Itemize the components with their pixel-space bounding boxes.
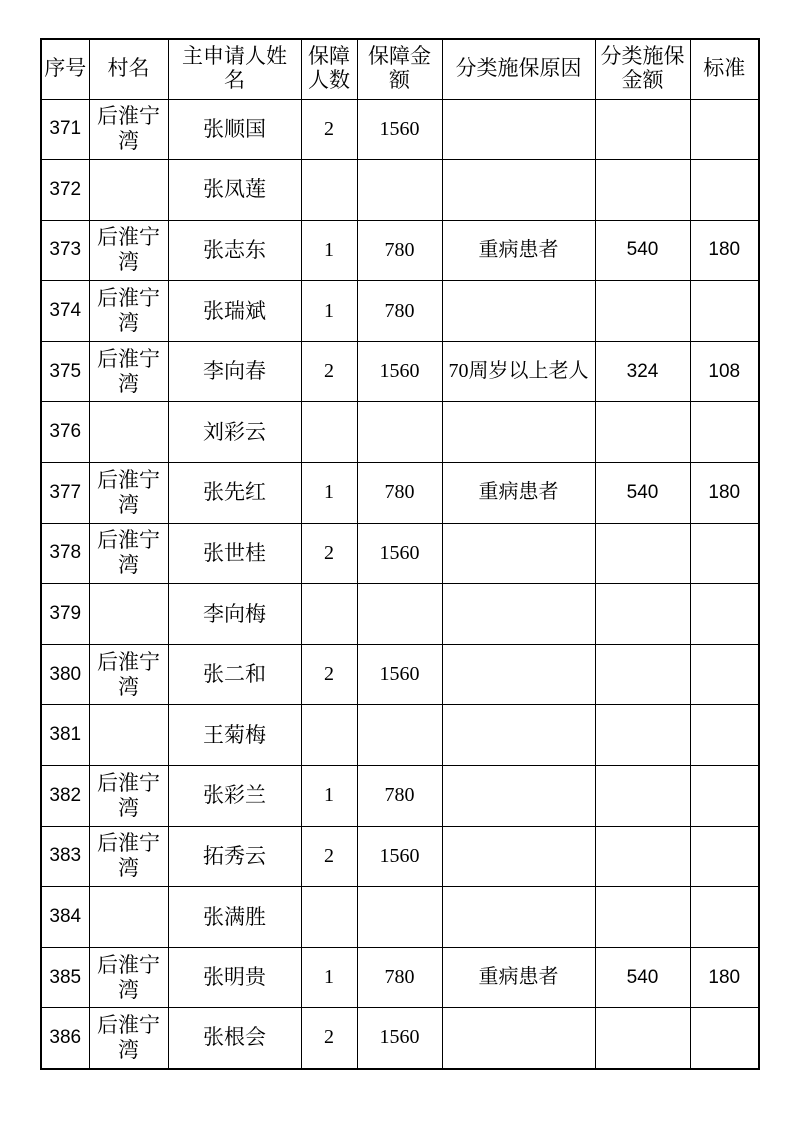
- count-cell: 1: [301, 463, 357, 524]
- subsidy-table: [40, 38, 760, 1070]
- seq-cell: 381: [41, 705, 89, 766]
- standard-cell: [690, 402, 759, 463]
- applicant-cell: 张志东: [168, 220, 301, 281]
- standard-cell: 108: [690, 341, 759, 402]
- amount-cell: 1560: [357, 826, 442, 887]
- count-cell: 1: [301, 281, 357, 342]
- class-amount-cell: [595, 523, 690, 584]
- reason-cell: 70周岁以上老人: [442, 341, 595, 402]
- village-name: 后淮宁湾: [96, 346, 160, 396]
- class-amount-cell: [595, 826, 690, 887]
- table-row: [41, 523, 759, 584]
- amount-cell: 780: [357, 766, 442, 827]
- amount-cell: [357, 402, 442, 463]
- village-name: 后淮宁湾: [96, 1012, 160, 1062]
- header-class-amount-label: 分类施保金额: [600, 45, 685, 93]
- applicant-cell: 拓秀云: [168, 826, 301, 887]
- standard-cell: [690, 523, 759, 584]
- class-amount-cell: [595, 1008, 690, 1069]
- amount-cell: 1560: [357, 1008, 442, 1069]
- count-cell: [301, 705, 357, 766]
- reason-cell: [442, 826, 595, 887]
- table-row: [41, 402, 759, 463]
- header-seq-label: 序号: [44, 57, 87, 81]
- village-cell: [89, 402, 168, 463]
- village-cell: [89, 826, 168, 887]
- standard-cell: 180: [690, 947, 759, 1008]
- applicant-cell: 张瑞斌: [168, 281, 301, 342]
- village-cell: [89, 887, 168, 948]
- village-cell: [89, 463, 168, 524]
- seq-cell: 377: [41, 463, 89, 524]
- reason-cell: [442, 160, 595, 221]
- village-name: 后淮宁湾: [96, 467, 160, 517]
- reason-cell: [442, 281, 595, 342]
- class-amount-cell: [595, 281, 690, 342]
- reason-cell: 重病患者: [442, 463, 595, 524]
- count-cell: [301, 584, 357, 645]
- village-cell: [89, 281, 168, 342]
- count-cell: 2: [301, 341, 357, 402]
- standard-cell: [690, 99, 759, 160]
- village-cell: [89, 644, 168, 705]
- header-amount: [357, 39, 442, 99]
- village-cell: [89, 99, 168, 160]
- class-amount-cell: [595, 99, 690, 160]
- amount-cell: 1560: [357, 523, 442, 584]
- seq-cell: 379: [41, 584, 89, 645]
- reason-cell: [442, 1008, 595, 1069]
- table-row: [41, 341, 759, 402]
- applicant-cell: 张顺国: [168, 99, 301, 160]
- amount-cell: 780: [357, 947, 442, 1008]
- header-class-amount: [595, 39, 690, 99]
- village-cell: [89, 584, 168, 645]
- seq-cell: 371: [41, 99, 89, 160]
- class-amount-cell: 540: [595, 220, 690, 281]
- amount-cell: 780: [357, 463, 442, 524]
- village-name: 后淮宁湾: [96, 528, 160, 578]
- village-name: 后淮宁湾: [96, 286, 160, 336]
- seq-cell: 383: [41, 826, 89, 887]
- applicant-cell: 王菊梅: [168, 705, 301, 766]
- village-cell: [89, 766, 168, 827]
- seq-cell: 376: [41, 402, 89, 463]
- seq-cell: 373: [41, 220, 89, 281]
- village-cell: [89, 1008, 168, 1069]
- count-cell: 1: [301, 766, 357, 827]
- table-row: [41, 584, 759, 645]
- table-row: [41, 220, 759, 281]
- seq-cell: 384: [41, 887, 89, 948]
- village-cell: [89, 160, 168, 221]
- standard-cell: [690, 705, 759, 766]
- header-seq: [41, 39, 89, 99]
- count-cell: [301, 887, 357, 948]
- standard-cell: [690, 584, 759, 645]
- standard-cell: 180: [690, 463, 759, 524]
- standard-cell: [690, 826, 759, 887]
- header-applicant: [168, 39, 301, 99]
- applicant-cell: 张明贵: [168, 947, 301, 1008]
- applicant-cell: 张根会: [168, 1008, 301, 1069]
- count-cell: 2: [301, 99, 357, 160]
- village-name: 后淮宁湾: [96, 649, 160, 699]
- seq-cell: 382: [41, 766, 89, 827]
- count-cell: 2: [301, 1008, 357, 1069]
- reason-cell: [442, 584, 595, 645]
- applicant-cell: 张世桂: [168, 523, 301, 584]
- village-cell: [89, 341, 168, 402]
- header-village-label: 村名: [107, 57, 150, 81]
- standard-cell: [690, 887, 759, 948]
- table-row: [41, 160, 759, 221]
- reason-cell: 重病患者: [442, 947, 595, 1008]
- applicant-cell: 李向梅: [168, 584, 301, 645]
- table-row: [41, 705, 759, 766]
- standard-cell: [690, 1008, 759, 1069]
- applicant-cell: 刘彩云: [168, 402, 301, 463]
- village-name: 后淮宁湾: [96, 770, 160, 820]
- class-amount-cell: 540: [595, 947, 690, 1008]
- seq-cell: 372: [41, 160, 89, 221]
- count-cell: 2: [301, 826, 357, 887]
- count-cell: 2: [301, 523, 357, 584]
- reason-cell: [442, 766, 595, 827]
- class-amount-cell: 540: [595, 463, 690, 524]
- applicant-cell: 张先红: [168, 463, 301, 524]
- village-cell: [89, 523, 168, 584]
- count-cell: 1: [301, 947, 357, 1008]
- seq-cell: 380: [41, 644, 89, 705]
- table-row: [41, 463, 759, 524]
- reason-cell: [442, 705, 595, 766]
- applicant-cell: 张满胜: [168, 887, 301, 948]
- amount-cell: [357, 887, 442, 948]
- village-name: 后淮宁湾: [96, 104, 160, 154]
- class-amount-cell: [595, 644, 690, 705]
- table-row: [41, 947, 759, 1008]
- applicant-cell: 张二和: [168, 644, 301, 705]
- amount-cell: [357, 160, 442, 221]
- amount-cell: 1560: [357, 99, 442, 160]
- header-standard-label: 标准: [703, 57, 746, 81]
- village-name: 后淮宁湾: [96, 952, 160, 1002]
- seq-cell: 385: [41, 947, 89, 1008]
- applicant-cell: 张彩兰: [168, 766, 301, 827]
- header-reason-label: 分类施保原因: [455, 57, 582, 81]
- header-count-label: 保障人数: [307, 45, 350, 93]
- header-village: [89, 39, 168, 99]
- table-row: [41, 766, 759, 827]
- seq-cell: 374: [41, 281, 89, 342]
- reason-cell: [442, 523, 595, 584]
- class-amount-cell: [595, 766, 690, 827]
- reason-cell: [442, 887, 595, 948]
- standard-cell: [690, 644, 759, 705]
- village-cell: [89, 220, 168, 281]
- header-amount-label: 保障金额: [367, 45, 431, 93]
- applicant-cell: 张凤莲: [168, 160, 301, 221]
- standard-cell: [690, 766, 759, 827]
- count-cell: 2: [301, 644, 357, 705]
- reason-cell: 重病患者: [442, 220, 595, 281]
- count-cell: [301, 160, 357, 221]
- class-amount-cell: [595, 887, 690, 948]
- header-count: [301, 39, 357, 99]
- village-name: 后淮宁湾: [96, 225, 160, 275]
- amount-cell: [357, 584, 442, 645]
- header-row: [41, 39, 759, 99]
- count-cell: [301, 402, 357, 463]
- village-name: 后淮宁湾: [96, 831, 160, 881]
- amount-cell: 1560: [357, 644, 442, 705]
- amount-cell: [357, 705, 442, 766]
- amount-cell: 780: [357, 220, 442, 281]
- reason-cell: [442, 644, 595, 705]
- class-amount-cell: 324: [595, 341, 690, 402]
- amount-cell: 780: [357, 281, 442, 342]
- table-row: [41, 644, 759, 705]
- standard-cell: [690, 281, 759, 342]
- village-cell: [89, 947, 168, 1008]
- reason-cell: [442, 99, 595, 160]
- seq-cell: 378: [41, 523, 89, 584]
- class-amount-cell: [595, 584, 690, 645]
- table-row: [41, 281, 759, 342]
- applicant-cell: 李向春: [168, 341, 301, 402]
- amount-cell: 1560: [357, 341, 442, 402]
- table-row: [41, 99, 759, 160]
- reason-cell: [442, 402, 595, 463]
- header-standard: [690, 39, 759, 99]
- class-amount-cell: [595, 705, 690, 766]
- class-amount-cell: [595, 160, 690, 221]
- table-row: [41, 887, 759, 948]
- table-row: [41, 1008, 759, 1069]
- village-cell: [89, 705, 168, 766]
- seq-cell: 375: [41, 341, 89, 402]
- header-reason: [442, 39, 595, 99]
- table-row: [41, 826, 759, 887]
- standard-cell: [690, 160, 759, 221]
- seq-cell: 386: [41, 1008, 89, 1069]
- count-cell: 1: [301, 220, 357, 281]
- header-applicant-label: 主申请人姓名: [181, 45, 287, 93]
- standard-cell: 180: [690, 220, 759, 281]
- class-amount-cell: [595, 402, 690, 463]
